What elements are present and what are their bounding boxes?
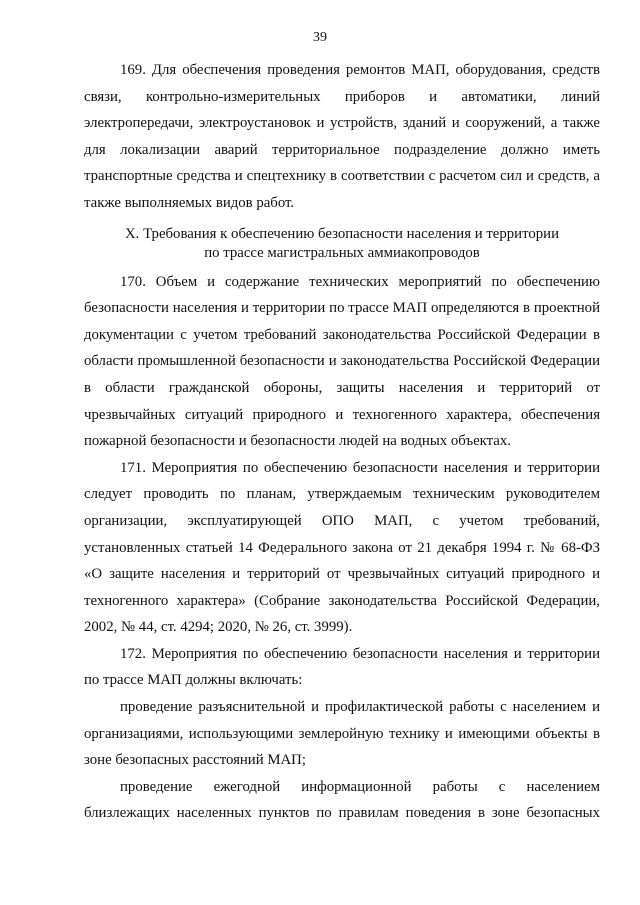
section-heading-line-2: по трассе магистральных аммиакопроводов (204, 244, 480, 261)
paragraph-171: 171. Мероприятия по обеспечению безопасности населения и территории следует проводить по планам, утверждаемым техническим руководителем организации, эксплуатирующей ОПО МАП, с учетом требований, установленных статьей 14 Федерального закона от 21 декабря 1994 г. № 68-ФЗ «О защите населения и территорий от чрезвычайных ситуаций природного и техногенного характера» (Собрание законодательства Российской Федерации, 2002, № 44, ст. 4294; 2020, № 26, ст. 3999). (84, 459, 600, 636)
section-heading (84, 225, 600, 263)
paragraph-170: 170. Объем и содержание технических мероприятий по обеспечению безопасности населения и территории по трассе МАП определяются в проектной документации с учетом требований законодательства Российской Федерации в области промышленной безопасности и законодательства Российской Федерации в области гражданской обороны, защиты населения и территорий от чрезвычайных ситуаций природного и техногенного характера, обеспечения пожарной безопасности и безопасности людей на водных объектах. (84, 273, 600, 450)
page-number: 39 (313, 30, 327, 45)
paragraph-169: 169. Для обеспечения проведения ремонтов МАП, оборудования, средств связи, контрольно-измерительных приборов и автоматики, линий электропередачи, электроустановок и устройств, зданий и сооружений, а также для локализации аварий территориальное подразделение должно иметь транспортные средства и спецтехнику в соответствии с расчетом сил и средств, а также выполняемых видов работ. (84, 62, 600, 211)
list-item-information-work: проведение ежегодной информационной работы с населением близлежащих населенных пунктов по правилам поведения в зоне безопасных (84, 778, 600, 822)
section-heading-line-1: X. Требования к обеспечению безопасности населения и территории (125, 225, 559, 242)
paragraph-172: 172. Мероприятия по обеспечению безопасности населения и территории по трассе МАП должны включать: (84, 645, 600, 689)
document-body (84, 57, 600, 827)
list-item-explanatory-work: проведение разъяснительной и профилактической работы с населением и организациями, использующими землеройную технику и имеющими объекты в зоне безопасных расстояний МАП; (84, 699, 600, 769)
